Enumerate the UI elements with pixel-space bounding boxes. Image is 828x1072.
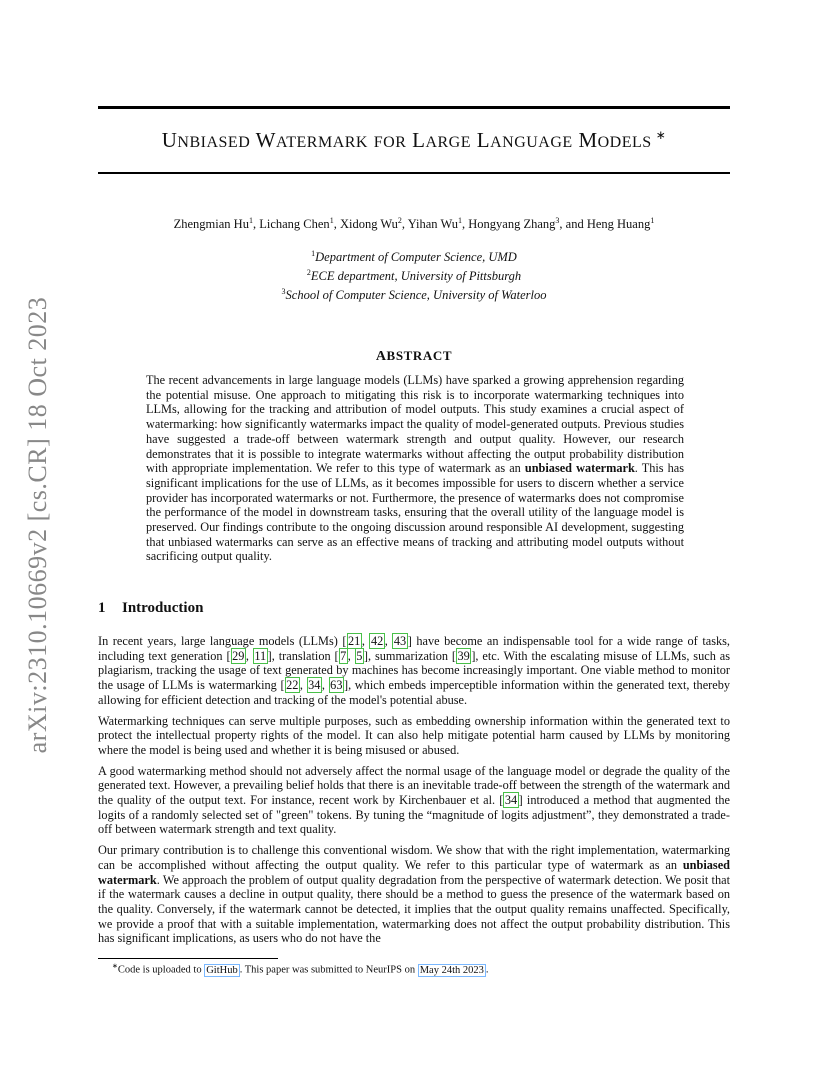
title-word-4-rest: ARGE xyxy=(425,134,471,151)
footnote-mark: ∗ xyxy=(112,962,118,970)
text-run: In recent years, large language models (LLMs) [ xyxy=(98,634,347,648)
author-list: Zhengmian Hu$^1$, Lichang Chen$^1$, Xidong Wu$^2$, Yihan Wu$^1$, Hongyang Zhang$^3$, and Heng Huang$^1$ xyxy=(173,216,655,232)
text-run: ], summarization [ xyxy=(363,648,457,663)
citation-link[interactable]: 21 xyxy=(348,634,361,648)
citation-link[interactable]: 34 xyxy=(504,793,518,808)
author-name: Xidong Wu xyxy=(339,217,398,232)
section-heading-introduction xyxy=(98,600,203,617)
paper-title xyxy=(98,128,730,153)
citation-link[interactable]: 42 xyxy=(370,634,384,648)
affiliation-line xyxy=(98,265,730,284)
affiliation-line xyxy=(98,246,730,265)
text-run: Our primary contribution is to challenge this conventional wisdom. We show that with the right implementation, watermarking can be accomplished without affecting the output quality. We refer to this particular type of watermark as an xyxy=(98,843,730,872)
author-name: Yihan Wu xyxy=(407,217,458,232)
citation-link[interactable]: 39 xyxy=(457,648,470,663)
arxiv-identifier-stamp xyxy=(22,290,54,760)
affiliation-mark: 1 xyxy=(311,249,316,258)
text-run: ] have become an indispensable tool for a wide range of tasks, including text generation [ xyxy=(98,634,730,663)
paragraph xyxy=(98,764,730,838)
title-rule-bottom xyxy=(98,172,730,174)
bold-term: unbiased watermark xyxy=(98,857,730,887)
title-footnote-mark[interactable]: ∗ xyxy=(655,128,667,142)
text-run: ], etc. With the escalating misuse of LLMs, such as plagiarism, tracking the usage of text generated by machines has become increasingly important. One viable method to monitor the usage of LLMs is watermarking [ xyxy=(98,648,730,693)
citation-link[interactable]: 29 xyxy=(232,648,245,663)
abstract-text: . This has significant implications for the use of LLMs, as it becomes impossible for users to discern whether a service provider has incorporated watermarks or not. Furthermore, the presence of watermarks does not compromise the performance of the model in downstream tasks, ensuring that the overall utility of the language model is preserved. Our findings contribute to the ongoing discussion around responsible AI development, suggesting that unbiased watermarks can serve as an effective means of tracking and attributing model outputs without sacrificing output quality. xyxy=(146,461,684,564)
title-word-3: FOR xyxy=(373,134,407,151)
affiliation-line xyxy=(98,284,730,303)
text-run: ], which embeds imperceptible information within the generated text, thereby allowing for efficient detection and tracking of the model's potential abuse. xyxy=(98,678,730,707)
submission-date-link[interactable]: May 24th 2023 xyxy=(419,964,484,976)
citation-link[interactable]: 43 xyxy=(393,634,407,648)
citation-link[interactable]: 63 xyxy=(330,678,343,693)
abstract-body xyxy=(146,373,684,564)
title-word-4-cap: L xyxy=(412,128,426,152)
author-affiliation-mark: 1 xyxy=(458,216,462,225)
title-word-6-cap: M xyxy=(578,128,598,152)
arxiv-identifier-text: arXiv:2310.10669v2 [cs.CR] 18 Oct 2023 xyxy=(23,296,52,754)
section-number: 1 xyxy=(98,600,106,616)
affiliation-mark: 3 xyxy=(281,287,286,297)
citation-link[interactable]: 34 xyxy=(308,678,321,693)
abstract-heading-cap: A xyxy=(375,349,387,364)
author-affiliation-mark: 3 xyxy=(555,216,560,225)
introduction-body xyxy=(98,634,730,952)
text-run: . xyxy=(485,964,489,976)
title-word-6-rest: ODELS xyxy=(597,134,652,151)
text-run: A good watermarking method should not adversely affect the normal usage of the language model or degrade the quality of the generated text. However, a prevailing belief holds that there is an inevitable trade-off between the strength of the watermark and the quality of the output text. For instance, recent work by Kirchenbauer et al. [ xyxy=(98,763,730,808)
footnote-rule xyxy=(98,958,278,959)
citation-link[interactable]: 5 xyxy=(356,648,363,663)
author-affiliation-mark: 1 xyxy=(248,216,253,225)
abstract-text: The recent advancements in large language models (LLMs) have sparked a growing apprehension regarding the potential misuse. One approach to mitigating this risk is to incorporate watermarking techniques into LLMs, allowing for the tracking and attribution of model outputs. This study examines a crucial aspect of watermarking: how significantly watermarks impact the quality of model-generated outputs. Previous studies have suggested a trade-off between watermark strength and output quality. However, our research demonstrates that it is possible to integrate watermarks without affecting the output probability distribution with appropriate implementation. We refer to this type of watermark as an xyxy=(146,373,684,476)
author-name: Lichang Chen xyxy=(259,217,330,232)
citation-link[interactable]: 22 xyxy=(286,678,299,693)
text-run: . We approach the problem of output quality degradation from the perspective of watermark detection. We posit that if the watermark causes a decline in output quality, there should be a method to guess the presence of the watermark based on the quality. Conversely, if the watermark cannot be detected, it implies that the output quality remains unaffected. Specifically, we provide a proof that with a suitable implementation, watermarking does not affect the output probability distribution. This has significant implications, as users who do not have the xyxy=(98,872,730,946)
github-link[interactable]: GitHub xyxy=(206,964,238,976)
affiliation-text: Department of Computer Science, UMD xyxy=(315,250,517,265)
affiliation-list xyxy=(98,246,730,303)
affiliation-text: School of Computer Science, University of Waterloo xyxy=(285,288,547,303)
paragraph: Watermarking techniques can serve multiple purposes, such as embedding ownership information within the generated text to protect the intellectual property rights of the model. It can also help mitigate potential harm caused by LLMs by monitoring where the model is being used and whether it is being misused or abused. xyxy=(98,713,730,757)
title-word-2-cap: W xyxy=(255,128,276,152)
citation-link[interactable]: 7 xyxy=(340,648,347,663)
abstract-bold-term: unbiased watermark xyxy=(524,461,635,476)
text-run: ] introduced a method that augmented the logits of a randomly selected set of "green" tokens. By tuning the “magnitude of logits adjustment”, they demonstrated a trade-off between watermark strength and text quality. xyxy=(98,793,730,837)
abstract-heading-rest: BSTRACT xyxy=(386,348,453,363)
text-run: Code is uploaded to xyxy=(117,964,205,976)
affiliation-mark: 2 xyxy=(306,268,311,278)
title-rule-top xyxy=(98,106,730,109)
title-word-1-cap: U xyxy=(161,128,178,152)
title-word-2-rest: ATERMARK xyxy=(275,134,368,151)
title-word-5-rest: ANGUAGE xyxy=(490,134,573,151)
title-word-1-rest: NBIASED xyxy=(177,134,251,151)
author-affiliation-mark: 1 xyxy=(329,216,334,225)
footnote xyxy=(112,962,489,976)
text-run: ], translation [ xyxy=(267,648,339,663)
paragraph: In recent years, large language models (LLMs) [ 21 , 42 , 43 ] have become an indispensable tool for a wide range of tasks, including text generation [ 29 , 11 ], translation [ 7 , 5 ], summarization [ 39 ], etc. With the escalating misuse of LLMs, such as plagiarism, tracking the usage of text generated by machines has become increasingly important. One viable method to monitor the usage of LLMs is watermarking [ 22 , 34 , 63 ], which embeds imperceptible information within the generated text, thereby allowing for efficient detection and tracking of the model's potential abuse. xyxy=(98,634,730,707)
section-title: Introduction xyxy=(122,600,204,616)
author-affiliation-mark: 1 xyxy=(650,216,655,225)
paragraph xyxy=(98,843,730,946)
citation-link[interactable]: 11 xyxy=(254,648,267,663)
affiliation-text: ECE department, University of Pittsburgh xyxy=(310,269,522,284)
text-run: . This paper was submitted to NeurIPS on xyxy=(239,964,418,976)
abstract-heading xyxy=(98,348,730,365)
author-name: Zhengmian Hu xyxy=(173,217,249,232)
author-affiliation-mark: 2 xyxy=(397,216,402,225)
title-word-5-cap: L xyxy=(476,128,491,152)
author-name: Heng Huang xyxy=(586,217,651,232)
author-name: Hongyang Zhang xyxy=(468,217,556,232)
